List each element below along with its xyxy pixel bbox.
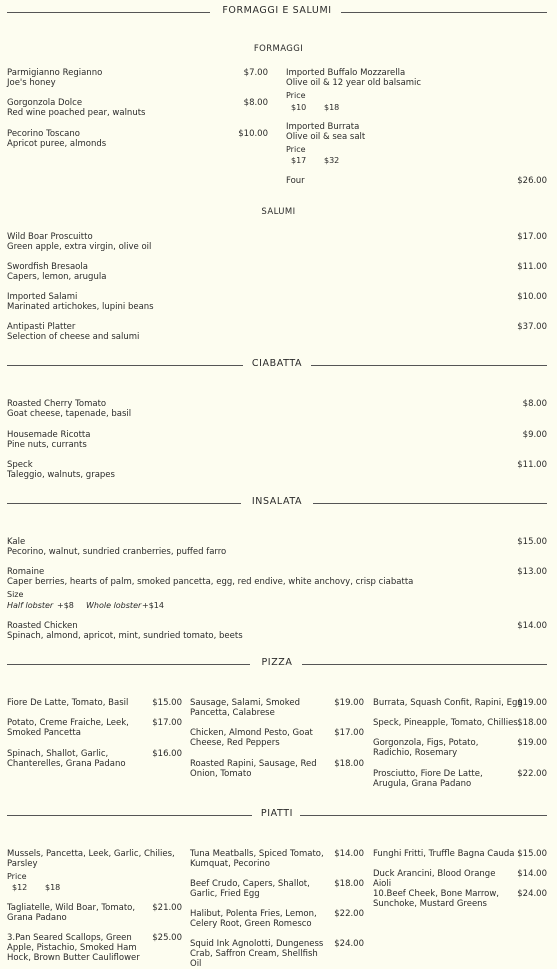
price-option: $18 [324, 103, 340, 112]
item-price: $19.00 [334, 698, 364, 708]
item-price: $7.00 [243, 68, 268, 78]
size-label: Size [7, 590, 24, 599]
item-name: 10.Beef Cheek, Bone Marrow, Sunchoke, Mustard Greens [373, 889, 500, 909]
item-name: Romaine [7, 567, 45, 577]
price-option: $12 [12, 883, 28, 892]
price-option: $32 [324, 156, 340, 165]
item-desc: Taleggio, walnuts, grapes [7, 470, 115, 480]
item-price: $15.00 [517, 537, 547, 547]
item-name: Roasted Rapini, Sausage, Red Onion, Tomato [190, 759, 317, 779]
item-desc: Selection of cheese and salumi [7, 332, 140, 342]
section-header-ciabatta [7, 359, 547, 371]
menu-item [286, 68, 486, 112]
item-name: Prosciutto, Fiore De Latte, Arugula, Grana Padano [373, 769, 483, 789]
item-price: $11.00 [517, 262, 547, 272]
size-option-price: +$8 [57, 601, 74, 610]
menu-item [7, 537, 547, 557]
item-price: $15.00 [152, 698, 182, 708]
menu-item [190, 759, 364, 779]
subsection-salumi: SALUMI [261, 207, 296, 217]
price-label: Price [7, 872, 27, 881]
menu-item [190, 879, 364, 899]
price-option: $17 [291, 156, 307, 165]
item-price: $18.00 [334, 879, 364, 889]
item-price: $16.00 [152, 749, 182, 759]
item-price: $10.00 [517, 292, 547, 302]
item-price: $26.00 [517, 176, 547, 186]
section-title: PIATTI [260, 808, 294, 819]
item-price: $10.00 [238, 129, 268, 139]
item-name: Four [286, 176, 305, 186]
menu-item [190, 728, 364, 748]
size-option-price: +$14 [142, 601, 164, 610]
menu-item [7, 68, 268, 88]
item-name: Imported Salami [7, 292, 78, 302]
size-option: Half lobster [7, 601, 54, 610]
menu-item [373, 849, 547, 859]
menu-item [373, 769, 547, 789]
item-name: 3.Pan Seared Scallops, Green Apple, Pistachio, Smoked Ham Hock, Brown Butter Cauliflower [7, 933, 140, 963]
menu-item [373, 889, 547, 909]
item-price: $21.00 [152, 903, 182, 913]
item-price: $19.00 [517, 698, 547, 708]
item-name: Beef Crudo, Capers, Shallot, Garlic, Fried Egg [190, 879, 310, 899]
item-price: $25.00 [152, 933, 182, 943]
menu-item [190, 909, 364, 929]
item-price: $22.00 [517, 769, 547, 779]
item-name: Chicken, Almond Pesto, Goat Cheese, Red Peppers [190, 728, 313, 748]
item-desc: Caper berries, hearts of palm, smoked pancetta, egg, red endive, white anchovy, crisp ciabatta [7, 577, 414, 587]
item-name: Kale [7, 537, 26, 547]
item-price: $18.00 [517, 718, 547, 728]
menu-item [7, 749, 182, 769]
menu-item [373, 869, 547, 889]
menu-item [286, 122, 486, 165]
item-desc: Pecorino, walnut, sundried cranberries, puffed farro [7, 547, 227, 557]
item-name: Tuna Meatballs, Spiced Tomato, Kumquat, Pecorino [190, 849, 324, 869]
item-desc: Capers, lemon, arugula [7, 272, 107, 282]
item-name: Parmigianno Regianno [7, 68, 103, 78]
item-price: $8.00 [243, 98, 268, 108]
item-price: $9.00 [522, 430, 547, 440]
item-name: Squid Ink Agnolotti, Dungeness Crab, Saffron Cream, Shellfish Oil [190, 939, 324, 969]
menu-item [7, 430, 547, 450]
item-price: $15.00 [517, 849, 547, 859]
item-name: Gorgonzola, Figs, Potato, Radichio, Rosemary [373, 738, 479, 758]
price-label: Price [286, 145, 306, 154]
menu-item [7, 849, 182, 892]
item-desc: Joe's honey [7, 78, 56, 88]
section-title: FORMAGGI E SALUMI [222, 5, 332, 16]
item-name: Sausage, Salami, Smoked Pancetta, Calabrese [190, 698, 300, 718]
section-title: INSALATA [251, 496, 303, 507]
menu-item [7, 718, 182, 738]
item-price: $17.00 [152, 718, 182, 728]
item-name: Swordfish Bresaola [7, 262, 88, 272]
item-name: Speck [7, 460, 33, 470]
item-price: $14.00 [334, 849, 364, 859]
section-title: PIZZA [261, 657, 293, 668]
item-price: $14.00 [517, 621, 547, 631]
item-name: Imported Buffalo Mozzarella [286, 68, 406, 78]
price-label: Price [286, 91, 306, 100]
item-name: Pecorino Toscano [7, 129, 80, 139]
item-price: $24.00 [334, 939, 364, 949]
menu-item [7, 129, 268, 149]
item-desc: Spinach, almond, apricot, mint, sundried tomato, beets [7, 631, 243, 641]
item-price: $37.00 [517, 322, 547, 332]
section-title: CIABATTA [251, 358, 303, 369]
item-name: Burrata, Squash Confit, Rapini, Egg [373, 698, 523, 708]
menu-item [7, 399, 547, 419]
item-desc: Goat cheese, tapenade, basil [7, 409, 132, 419]
item-name: Roasted Cherry Tomato [7, 399, 107, 409]
menu-item [7, 322, 547, 342]
menu-item [7, 698, 182, 708]
item-name: Antipasti Platter [7, 322, 76, 332]
menu-item [190, 849, 364, 869]
menu-item [190, 939, 364, 969]
size-option: Whole lobster [86, 601, 142, 610]
section-header-piatti [7, 809, 547, 821]
price-option: $18 [45, 883, 61, 892]
menu-item [373, 698, 547, 708]
item-name: Spinach, Shallot, Garlic, Chanterelles, Grana Padano [7, 749, 126, 769]
price-option: $10 [291, 103, 307, 112]
item-desc: Olive oil & sea salt [286, 132, 366, 142]
menu-item [286, 176, 547, 186]
item-name: Roasted Chicken [7, 621, 78, 631]
menu-item [7, 933, 182, 963]
menu-item [373, 718, 547, 728]
section-header-formaggi-salumi [7, 6, 547, 18]
menu-item [7, 292, 547, 312]
subsection-formaggi: FORMAGGI [253, 44, 304, 54]
item-price: $19.00 [517, 738, 547, 748]
item-desc: Pine nuts, currants [7, 440, 87, 450]
item-name: Funghi Fritti, Truffle Bagna Cauda [373, 849, 515, 859]
menu-item [190, 698, 364, 718]
item-name: Mussels, Pancetta, Leek, Garlic, Chilies, Parsley [7, 849, 175, 869]
menu-item [7, 232, 547, 252]
item-desc: Red wine poached pear, walnuts [7, 108, 146, 118]
item-name: Housemade Ricotta [7, 430, 91, 440]
menu-item [7, 903, 182, 923]
menu-item [7, 262, 547, 282]
section-header-pizza [7, 658, 547, 670]
item-price: $17.00 [334, 728, 364, 738]
item-desc: Marinated artichokes, lupini beans [7, 302, 154, 312]
item-desc: Green apple, extra virgin, olive oil [7, 242, 152, 252]
item-name: Speck, Pineapple, Tomato, Chillies [373, 718, 518, 728]
item-name: Imported Burrata [286, 122, 360, 132]
item-name: Fiore De Latte, Tomato, Basil [7, 698, 129, 708]
item-desc: Olive oil & 12 year old balsamic [286, 78, 422, 88]
menu-item [7, 567, 547, 610]
item-name: Halibut, Polenta Fries, Lemon, Celery Root, Green Romesco [190, 909, 317, 929]
item-desc: Apricot puree, almonds [7, 139, 107, 149]
item-price: $11.00 [517, 460, 547, 470]
item-name: Potato, Creme Fraiche, Leek, Smoked Pancetta [7, 718, 129, 738]
item-price: $18.00 [334, 759, 364, 769]
item-price: $24.00 [517, 889, 547, 899]
item-name: Wild Boar Proscuitto [7, 232, 93, 242]
section-header-insalata [7, 497, 547, 509]
item-name: Tagliatelle, Wild Boar, Tomato, Grana Padano [7, 903, 136, 923]
item-price: $17.00 [517, 232, 547, 242]
menu-item [373, 738, 547, 758]
menu-item [7, 98, 268, 118]
menu-item [7, 460, 547, 480]
item-name: Duck Arancini, Blood Orange Aioli [373, 869, 496, 889]
menu-item [7, 621, 547, 641]
item-price: $14.00 [517, 869, 547, 879]
item-price: $22.00 [334, 909, 364, 919]
item-price: $13.00 [517, 567, 547, 577]
item-name: Gorgonzola Dolce [7, 98, 83, 108]
item-price: $8.00 [522, 399, 547, 409]
